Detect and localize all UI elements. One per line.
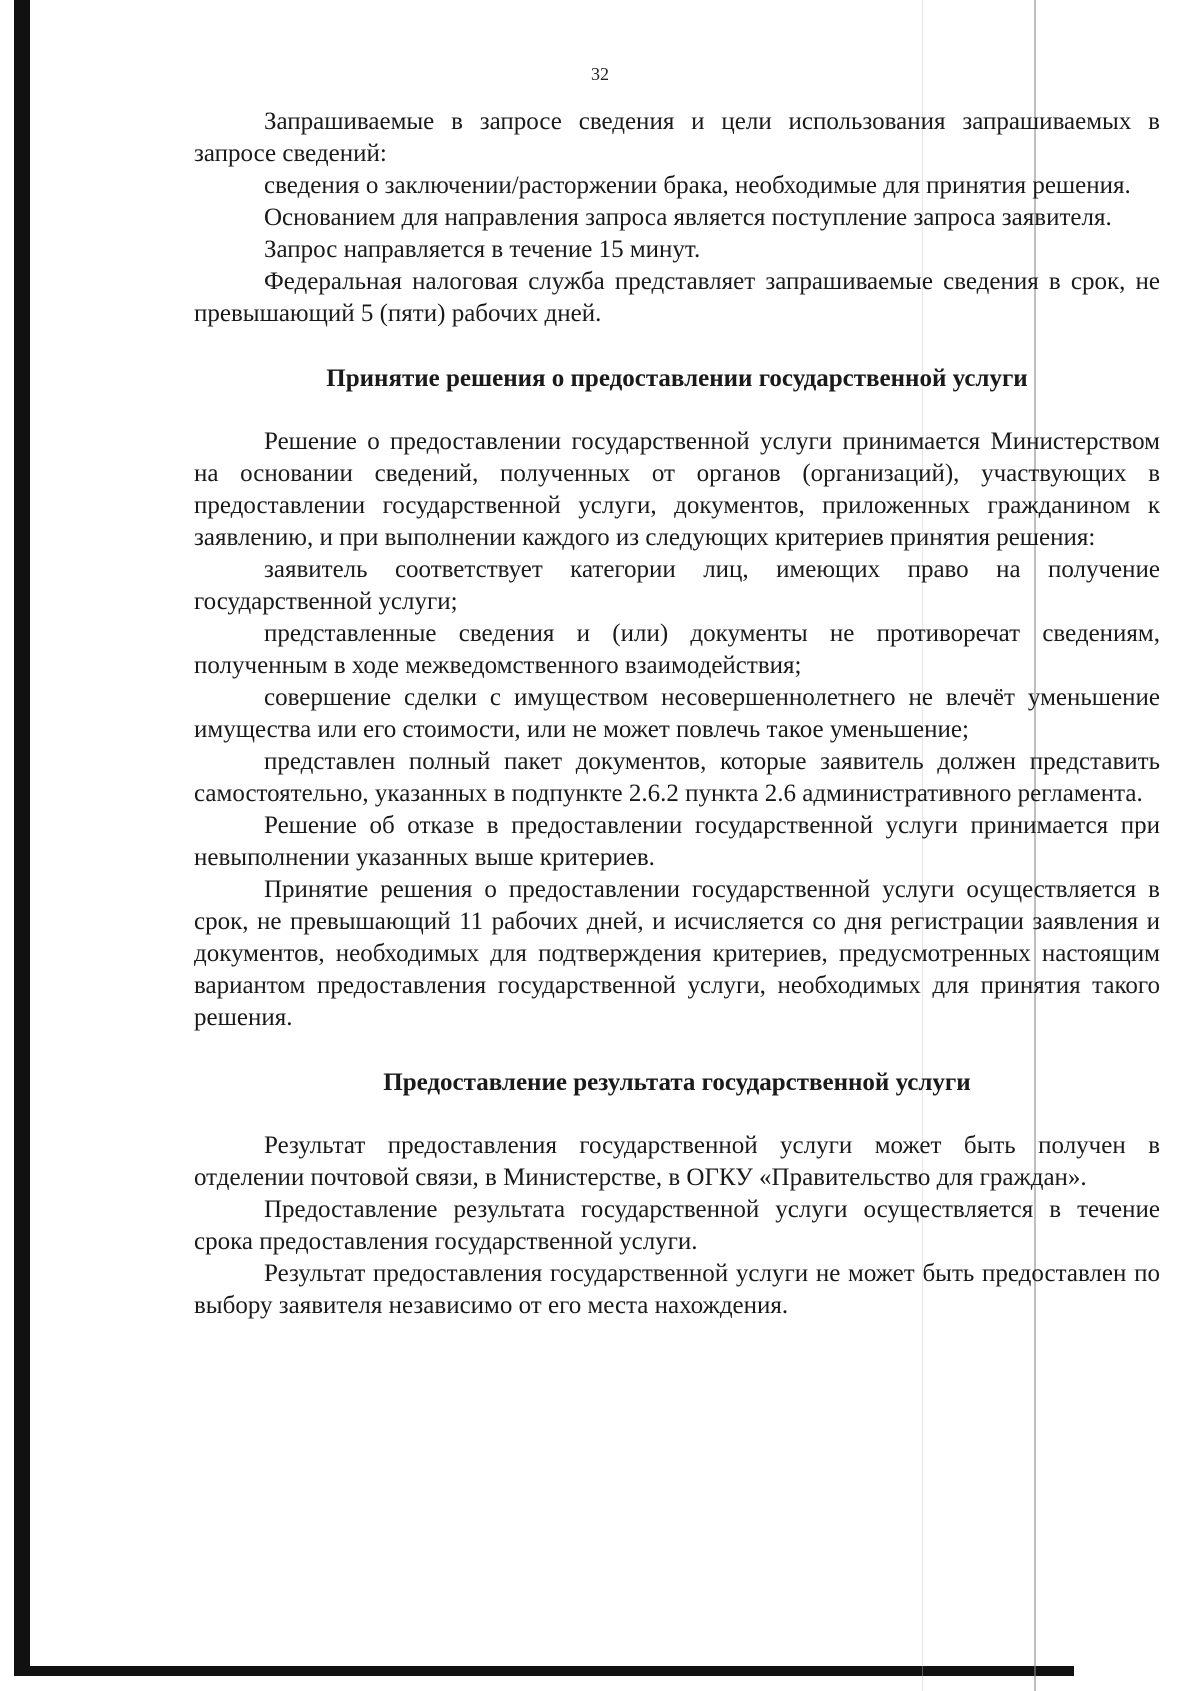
- paragraph: Основанием для направления запроса является поступление запроса заявителя.: [264, 204, 1112, 231]
- document-body: [194, 106, 1160, 1322]
- paragraph: Запрос направляется в течение 15 минут.: [264, 236, 701, 263]
- section-heading-decision: Принятие решения о предоставлении государственной услуги: [326, 365, 1028, 392]
- paragraph: представлен полный пакет документов, которые заявитель должен представить самостоятельно, указанных в подпункте 2.6.2 пункта 2.6 административного регламента.: [194, 748, 1160, 807]
- paragraph: сведения о заключении/расторжении брака, необходимые для принятия решения.: [264, 172, 1131, 199]
- paragraph: представленные сведения и (или) документы не противоречат сведениям, полученным в ходе межведомственного взаимодействия;: [194, 620, 1160, 679]
- paragraph: заявитель соответствует категории лиц, имеющих право на получение государственной услуги;: [194, 556, 1160, 615]
- paragraph: Запрашиваемые в запросе сведения и цели использования запрашиваемых в запросе сведений:: [194, 108, 1160, 167]
- paragraph: совершение сделки с имуществом несовершеннолетнего не влечёт уменьшение имущества или его стоимости, или не может повлечь такое уменьшение;: [194, 684, 1160, 743]
- section-heading-result: Предоставление результата государственной услуги: [383, 1069, 971, 1096]
- paragraph: Федеральная налоговая служба представляет запрашиваемые сведения в срок, не превышающий 5 (пяти) рабочих дней.: [194, 268, 1160, 327]
- scan-edge-left: [14, 0, 30, 1676]
- paragraph: Результат предоставления государственной услуги не может быть предоставлен по выбору заявителя независимо от его места нахождения.: [194, 1260, 1160, 1319]
- paragraph: Принятие решения о предоставлении государственной услуги осуществляется в срок, не превышающий 11 рабочих дней, и исчисляется со дня регистрации заявления и документов, необходимых для подтверждения критериев, предусмотренных настоящим вариантом предоставления государственной услуги, необходимых для принятия такого решения.: [194, 876, 1160, 1031]
- section-result: [194, 1130, 1160, 1322]
- paragraph: Предоставление результата государственной услуги осуществляется в течение срока предоставления государственной услуги.: [194, 1196, 1160, 1255]
- paragraph: Результат предоставления государственной услуги может быть получен в отделении почтовой связи, в Министерстве, в ОГКУ «Правительство для граждан».: [194, 1132, 1160, 1191]
- page-number: 32: [591, 64, 609, 84]
- scan-edge-bottom: [14, 1666, 1074, 1676]
- section-intro: [194, 106, 1160, 330]
- section-decision: [194, 426, 1160, 1034]
- paragraph: Решение об отказе в предоставлении государственной услуги принимается при невыполнении указанных выше критериев.: [194, 812, 1160, 871]
- paragraph: Решение о предоставлении государственной услуги принимается Министерством на основании сведений, полученных от органов (организаций), участвующих в предоставлении государственной услуги, документов, приложенных гражданином к заявлению, и при выполнении каждого из следующих критериев принятия решения:: [194, 428, 1160, 551]
